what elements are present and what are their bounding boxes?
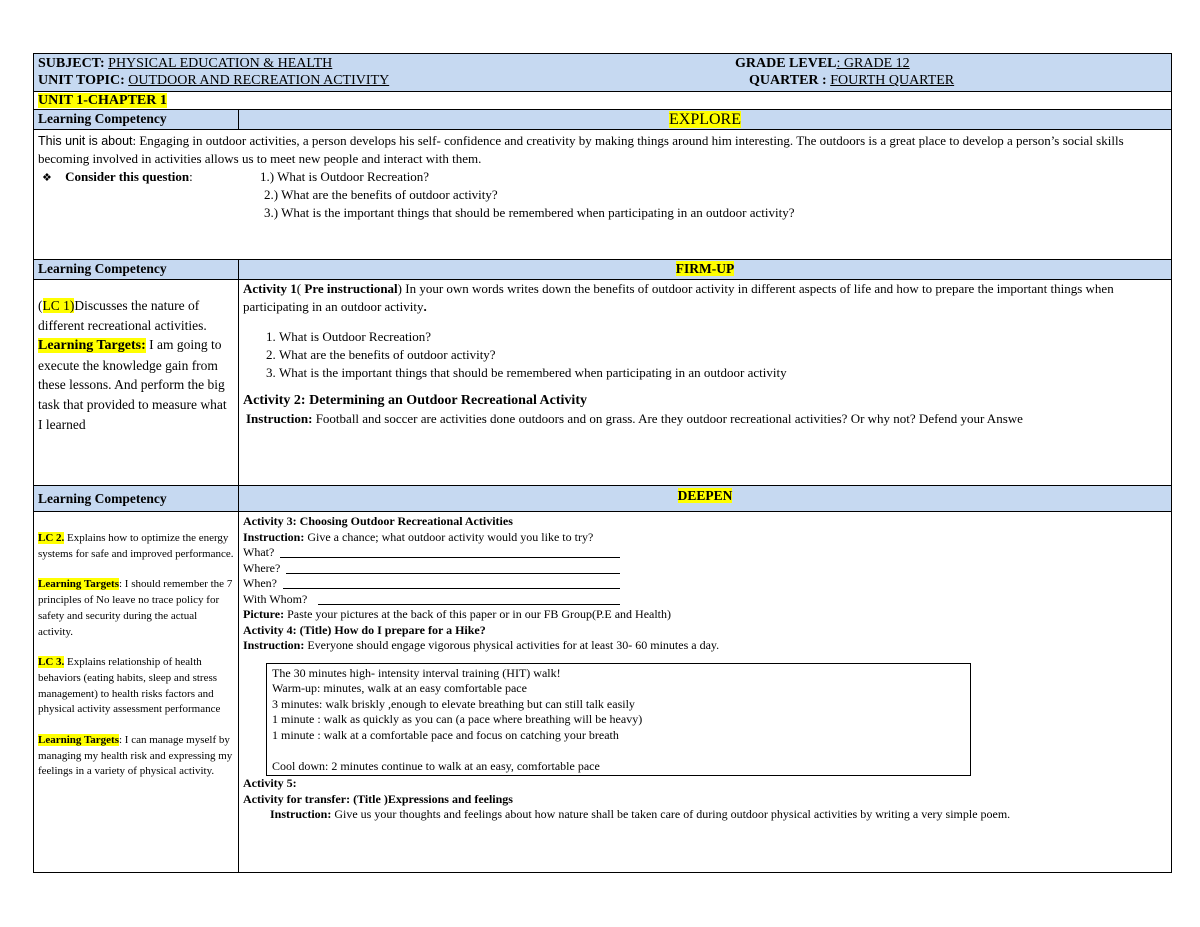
firmup-targets-label: Learning Targets: xyxy=(38,338,146,354)
activity1-text: ) In your own words writes down the benefits of outdoor activity in different aspects of life and how to prepare the important things when participating in an outdoor activity xyxy=(243,281,1114,314)
subject-value: PHYSICAL EDUCATION & HEALTH xyxy=(108,56,333,71)
hit-line: Warm-up: minutes, walk at an easy comfortable pace xyxy=(272,681,527,695)
answer-blank[interactable] xyxy=(283,576,620,589)
lt1-label: Learning Targets xyxy=(38,578,119,591)
firmup-body-row xyxy=(34,280,1172,486)
explore-head-row xyxy=(34,110,1172,130)
lc1-text: Discusses the nature of different recreational activities. xyxy=(38,298,207,333)
about-text: : Engaging in outdoor activities, a person develops his self- confidence and creativity by making things around him interesting. The outdoors is a great place to develop a person’s social skills becoming involved in activities allows us to meet new people and interact with them. xyxy=(38,133,1124,166)
list-item: 1. What is Outdoor Recreation? xyxy=(279,328,1167,346)
hit-line: 3 minutes: walk briskly ,enough to elevate breathing but can still talk easily xyxy=(272,696,635,711)
picture-label: Picture: xyxy=(243,607,285,621)
list-item: 3. What is the important things that should be remembered when participating in an outdoor activity xyxy=(279,364,1167,382)
activity4-instruction-text: Everyone should engage vigorous physical activities for at least 30- 60 minutes a day. xyxy=(304,638,720,652)
list-item: 2. What are the benefits of outdoor activity? xyxy=(279,346,1167,364)
lc2-block xyxy=(38,531,234,562)
about-label: This unit is about xyxy=(38,134,133,148)
lc1-open: ( xyxy=(38,298,43,313)
quarter-value: FOURTH QUARTER xyxy=(830,73,955,88)
activity4-instruction-label: Instruction: xyxy=(243,638,305,652)
picture-text: Paste your pictures at the back of this paper or in our FB Group(P.E and Health) xyxy=(284,607,672,621)
activity1-label: Activity 1 xyxy=(243,281,297,296)
header-row xyxy=(34,54,1172,92)
firmup-title: FIRM-UP xyxy=(675,261,735,276)
firmup-question-list xyxy=(243,328,1167,382)
firmup-targets-text: I am going to execute the knowledge gain from these lessons. And perform the big task that provided to measure what I learned xyxy=(38,337,227,432)
answer-blank[interactable] xyxy=(286,561,620,574)
lt2-label: Learning Targets xyxy=(38,734,119,747)
prompt-with-whom xyxy=(243,592,1167,608)
explore-body-row xyxy=(34,130,1172,260)
activity4-title: Activity 4: (Title) How do I prepare for a Hike? xyxy=(243,622,486,637)
lc3-text: Explains relationship of health behaviors (eating habits, sleep and stress management) to health risks factors and physical activity assessment performance xyxy=(38,656,221,716)
chapter-title: UNIT 1-CHAPTER 1 xyxy=(38,93,167,108)
explore-title: EXPLORE xyxy=(669,111,741,128)
lt2-text: : I can manage myself by managing my health risk and expressing my feelings in a variety of physical activity. xyxy=(38,734,233,778)
subject-label: SUBJECT: xyxy=(38,56,105,71)
prompt-label: Where? xyxy=(243,560,281,575)
bullet-icon: ❖ xyxy=(42,172,52,184)
quarter-label: QUARTER : xyxy=(749,73,827,88)
activity3-instruction-text: Give a chance; what outdoor activity would you like to try? xyxy=(304,529,594,544)
deepen-left-cell xyxy=(34,512,239,873)
lt2-block xyxy=(38,733,234,780)
lt1-block xyxy=(38,577,234,640)
activity5-instruction-label: Instruction: xyxy=(270,807,332,821)
grade-value: : GRADE 12 xyxy=(836,56,910,71)
unit-topic-value: OUTDOOR AND RECREATION ACTIVITY xyxy=(128,73,390,88)
activity2-instruction-text: Football and soccer are activities done outdoors and on grass. Are they outdoor recreational activities? Or why not? Defend your Answe xyxy=(312,411,1023,426)
firmup-head-row xyxy=(34,260,1172,280)
deepen-right-cell xyxy=(239,512,1172,873)
activity5-title: Activity 5: xyxy=(243,776,297,790)
prompt-label: With Whom? xyxy=(243,591,308,606)
lc1-code: LC 1) xyxy=(42,298,75,313)
grade-label: GRADE LEVEL xyxy=(735,56,837,71)
firmup-lc-heading: Learning Competency xyxy=(34,260,239,280)
activity5-instruction-text: Give us your thoughts and feelings about how nature shall be taken care of during outdoor physical activities by writing a very simple poem. xyxy=(331,807,1011,821)
hit-line: The 30 minutes high- intensity interval training (HIT) walk! xyxy=(272,665,561,680)
firmup-left-cell xyxy=(34,280,239,486)
hit-line: 1 minute : walk as quickly as you can (a pace where breathing will be heavy) xyxy=(272,712,643,726)
activity1-period: . xyxy=(423,299,427,314)
question-1: 1.) What is Outdoor Recreation? xyxy=(260,169,430,184)
hit-line-spacer xyxy=(272,743,966,759)
activity1-paren: ( xyxy=(296,281,302,296)
activity2-instruction xyxy=(243,410,1167,428)
lesson-plan-table xyxy=(33,53,1172,873)
activity3-instruction-label: Instruction: xyxy=(243,529,305,544)
activity2-title: Activity 2: Determining an Outdoor Recreational Activity xyxy=(243,393,587,408)
hit-walk-box xyxy=(266,663,971,777)
question-3: 3.) What is the important things that should be remembered when participating in an outdoor activity? xyxy=(264,205,795,220)
hit-line: Cool down: 2 minutes continue to walk at an easy, comfortable pace xyxy=(272,758,600,773)
chapter-row xyxy=(34,92,1172,110)
explore-lc-heading: Learning Competency xyxy=(34,110,239,130)
activity2-instruction-label: Instruction: xyxy=(246,411,313,426)
answer-blank[interactable] xyxy=(318,592,620,605)
activity-1 xyxy=(243,280,1167,316)
deepen-lc-heading: Learning Competency xyxy=(34,486,239,512)
prompt-label: What? xyxy=(243,545,275,559)
firmup-right-cell xyxy=(239,280,1172,486)
activity3-title: Activity 3: Choosing Outdoor Recreational Activities xyxy=(243,514,513,528)
lc2-code: LC 2. xyxy=(38,532,65,544)
lt1-text: : I should remember the 7 principles of No leave no trace policy for safety and security during the actual activity. xyxy=(38,578,233,638)
transfer-title: Activity for transfer: (Title )Expressions and feelings xyxy=(243,791,513,806)
lesson-plan-page xyxy=(33,53,1171,873)
lc2-text: Explains how to optimize the energy systems for safe and improved performance. xyxy=(38,532,234,560)
prompt-when xyxy=(243,576,1167,592)
answer-blank[interactable] xyxy=(280,545,620,558)
deepen-title: DEEPEN xyxy=(677,488,733,503)
lc3-block xyxy=(38,655,234,718)
lc3-code: LC 3. xyxy=(38,656,65,669)
deepen-head-row xyxy=(34,486,1172,512)
hit-line: 1 minute : walk at a comfortable pace and focus on catching your breath xyxy=(272,727,619,742)
unit-topic-label: UNIT TOPIC: xyxy=(38,73,125,88)
prompt-where xyxy=(243,561,1167,577)
activity1-paren-label: Pre instructional xyxy=(301,281,398,296)
consider-colon: : xyxy=(189,169,193,184)
prompt-what xyxy=(243,545,1167,561)
consider-block xyxy=(38,168,1167,240)
prompt-label: When? xyxy=(243,576,277,590)
deepen-body-row xyxy=(34,512,1172,873)
unit-about xyxy=(38,132,1167,168)
consider-label: Consider this question xyxy=(65,169,190,184)
question-2: 2.) What are the benefits of outdoor activity? xyxy=(264,187,498,202)
